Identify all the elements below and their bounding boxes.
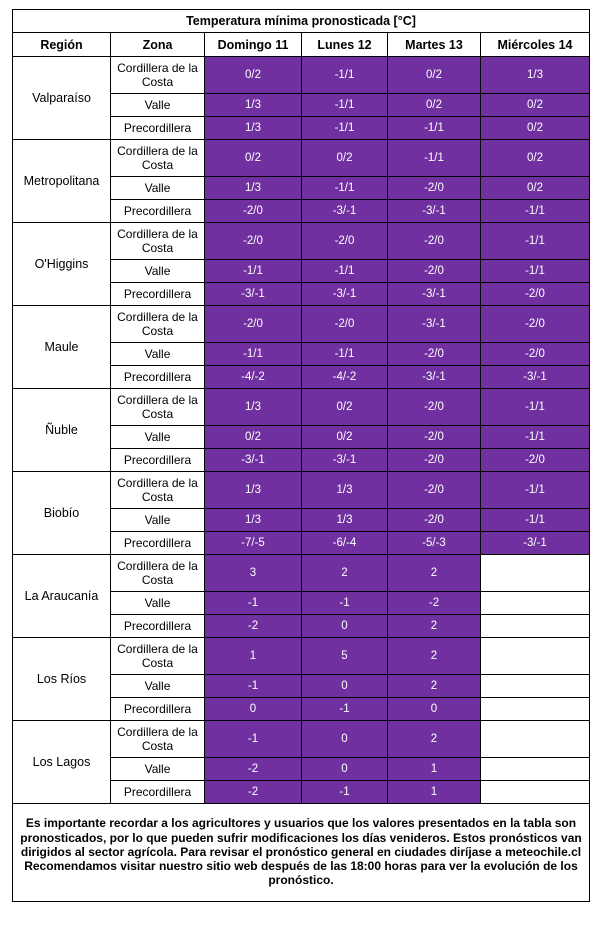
temperature-value: 0	[205, 698, 302, 721]
temperature-value: -3/-1	[388, 306, 481, 343]
table-row	[13, 57, 590, 94]
temperature-value: 3	[205, 555, 302, 592]
region-name: Valparaíso	[13, 57, 111, 140]
temperature-value: 0/2	[481, 117, 590, 140]
temperature-value: -2/0	[388, 223, 481, 260]
temperature-value: -1/1	[302, 117, 388, 140]
temperature-value: 2	[302, 555, 388, 592]
temperature-value: -2/0	[302, 306, 388, 343]
temperature-value	[481, 592, 590, 615]
temperature-value	[481, 781, 590, 804]
zone-name: Precordillera	[111, 200, 205, 223]
zone-name: Cordillera de la Costa	[111, 721, 205, 758]
temperature-value: 0/2	[481, 177, 590, 200]
temperature-value: -1	[205, 721, 302, 758]
zone-name: Cordillera de la Costa	[111, 140, 205, 177]
temperature-value: 0/2	[205, 426, 302, 449]
table-row	[13, 140, 590, 177]
temperature-value: -2	[205, 615, 302, 638]
temperature-value: -3/-1	[302, 200, 388, 223]
zone-name: Cordillera de la Costa	[111, 472, 205, 509]
table-row	[13, 472, 590, 509]
temperature-value: 0/2	[302, 140, 388, 177]
zone-name: Precordillera	[111, 449, 205, 472]
temperature-value	[481, 555, 590, 592]
temperature-value: 0/2	[302, 389, 388, 426]
region-name: Metropolitana	[13, 140, 111, 223]
temperature-value: -7/-5	[205, 532, 302, 555]
temperature-value: 0/2	[205, 57, 302, 94]
temperature-value: 1	[205, 638, 302, 675]
temperature-value: 1/3	[481, 57, 590, 94]
table-row	[13, 721, 590, 758]
temperature-value: 1/3	[205, 509, 302, 532]
region-name: Biobío	[13, 472, 111, 555]
zone-name: Valle	[111, 94, 205, 117]
zone-name: Cordillera de la Costa	[111, 57, 205, 94]
forecast-table-container	[12, 9, 590, 902]
temperature-value: 0	[302, 615, 388, 638]
zone-name: Valle	[111, 260, 205, 283]
temperature-value: -2/0	[388, 389, 481, 426]
zone-name: Valle	[111, 675, 205, 698]
temperature-value: -2	[205, 781, 302, 804]
zone-name: Precordillera	[111, 366, 205, 389]
footer-note-recommendation: Recomendamos visitar nuestro sitio web después de las 18:00 horas para ver la evolución de los pronóstico.	[24, 859, 578, 888]
temperature-value: -1	[302, 781, 388, 804]
zone-name: Cordillera de la Costa	[111, 223, 205, 260]
temperature-value: -2/0	[481, 343, 590, 366]
temperature-value: 1/3	[302, 509, 388, 532]
temperature-value: -3/-1	[302, 283, 388, 306]
zone-name: Cordillera de la Costa	[111, 555, 205, 592]
zone-name: Precordillera	[111, 532, 205, 555]
temperature-value: -1/1	[302, 177, 388, 200]
header-day-1: Domingo 11	[205, 33, 302, 57]
temperature-value: -2/0	[388, 509, 481, 532]
table-title: Temperatura mínima pronosticada [°C]	[13, 10, 590, 33]
table-row	[13, 555, 590, 592]
header-day-2: Lunes 12	[302, 33, 388, 57]
zone-name: Valle	[111, 343, 205, 366]
zone-name: Valle	[111, 509, 205, 532]
temperature-value	[481, 638, 590, 675]
temperature-value: 0/2	[205, 140, 302, 177]
temperature-value: 2	[388, 615, 481, 638]
zone-name: Valle	[111, 177, 205, 200]
temperature-value: -3/-1	[481, 366, 590, 389]
temperature-value: -1/1	[302, 94, 388, 117]
temperature-value: 0/2	[302, 426, 388, 449]
region-name: Ñuble	[13, 389, 111, 472]
region-name: Los Lagos	[13, 721, 111, 804]
footer-note-text: Es importante recordar a los agricultores y usuarios que los valores presentados en la tabla son pronosticados, por lo que pueden sufrir modificaciones los días venideros. Estos pronósticos van dirigidos al sector agrícola. Para revisar el pronóstico general en ciudades diríjase a meteochile.cl	[20, 816, 582, 859]
temperature-value: -2	[388, 592, 481, 615]
table-row	[13, 306, 590, 343]
temperature-value: -1/1	[302, 57, 388, 94]
temperature-value: -1	[205, 675, 302, 698]
temperature-value: -2/0	[302, 223, 388, 260]
header-region: Región	[13, 33, 111, 57]
temperature-value	[481, 675, 590, 698]
temperature-value: 0	[388, 698, 481, 721]
temperature-value: 1/3	[205, 117, 302, 140]
temperature-value: -2/0	[388, 177, 481, 200]
temperature-value: -1/1	[481, 223, 590, 260]
zone-name: Cordillera de la Costa	[111, 306, 205, 343]
table-row	[13, 223, 590, 260]
temperature-value: 2	[388, 555, 481, 592]
zone-name: Precordillera	[111, 698, 205, 721]
zone-name: Precordillera	[111, 117, 205, 140]
table-row	[13, 638, 590, 675]
temperature-value: -2/0	[388, 449, 481, 472]
temperature-value: -2/0	[481, 283, 590, 306]
zone-name: Precordillera	[111, 615, 205, 638]
temperature-value: 0/2	[481, 140, 590, 177]
temperature-value: -2/0	[388, 472, 481, 509]
temperature-value: 1/3	[205, 472, 302, 509]
temperature-value: -3/-1	[481, 532, 590, 555]
temperature-value: 2	[388, 675, 481, 698]
zone-name: Cordillera de la Costa	[111, 638, 205, 675]
temperature-value: -5/-3	[388, 532, 481, 555]
table-row	[13, 389, 590, 426]
region-name: Maule	[13, 306, 111, 389]
footer-note	[13, 804, 590, 902]
zone-name: Valle	[111, 426, 205, 449]
temperature-value: -1/1	[205, 260, 302, 283]
temperature-value: -2/0	[388, 343, 481, 366]
temperature-value: -2/0	[388, 426, 481, 449]
temperature-value: -2/0	[388, 260, 481, 283]
temperature-value: -2	[205, 758, 302, 781]
temperature-value: 0/2	[388, 57, 481, 94]
temperature-value: -2/0	[481, 449, 590, 472]
temperature-value: 1/3	[205, 177, 302, 200]
header-day-4: Miércoles 14	[481, 33, 590, 57]
temperature-value: -1/1	[481, 426, 590, 449]
temperature-value: -1/1	[481, 389, 590, 426]
temperature-value: -1/1	[302, 343, 388, 366]
temperature-value: -1	[302, 698, 388, 721]
temperature-value: -2/0	[205, 200, 302, 223]
temperature-value: -3/-1	[388, 366, 481, 389]
temperature-value: 0	[302, 675, 388, 698]
temperature-value	[481, 758, 590, 781]
temperature-value: 0	[302, 721, 388, 758]
temperature-value: -1/1	[481, 260, 590, 283]
temperature-value: -3/-1	[205, 449, 302, 472]
temperature-value: 1/3	[205, 389, 302, 426]
temperature-value: 1/3	[205, 94, 302, 117]
temperature-value: -3/-1	[302, 449, 388, 472]
zone-name: Cordillera de la Costa	[111, 389, 205, 426]
temperature-value: -1/1	[481, 509, 590, 532]
temperature-value: -3/-1	[205, 283, 302, 306]
temperature-value	[481, 615, 590, 638]
temperature-value: 2	[388, 638, 481, 675]
temperature-value: -1/1	[302, 260, 388, 283]
temperature-value: -2/0	[205, 306, 302, 343]
region-name: Los Ríos	[13, 638, 111, 721]
temperature-value: -6/-4	[302, 532, 388, 555]
temperature-value: -1/1	[388, 140, 481, 177]
temperature-value: -3/-1	[388, 200, 481, 223]
temperature-value: -2/0	[481, 306, 590, 343]
zone-name: Precordillera	[111, 283, 205, 306]
temperature-value	[481, 721, 590, 758]
temperature-value: 5	[302, 638, 388, 675]
table-body	[13, 57, 590, 804]
region-name: O'Higgins	[13, 223, 111, 306]
zone-name: Valle	[111, 592, 205, 615]
temperature-value: -2/0	[205, 223, 302, 260]
zone-name: Precordillera	[111, 781, 205, 804]
temperature-value: 1	[388, 758, 481, 781]
temperature-value: -1/1	[205, 343, 302, 366]
temperature-value: 0/2	[481, 94, 590, 117]
zone-name: Valle	[111, 758, 205, 781]
temperature-value: -4/-2	[302, 366, 388, 389]
temperature-value: -4/-2	[205, 366, 302, 389]
temperature-value: 0/2	[388, 94, 481, 117]
min-temperature-forecast-table	[12, 9, 590, 902]
temperature-value: -3/-1	[388, 283, 481, 306]
temperature-value: -1/1	[481, 472, 590, 509]
temperature-value: -1/1	[481, 200, 590, 223]
header-day-3: Martes 13	[388, 33, 481, 57]
temperature-value: -1	[205, 592, 302, 615]
temperature-value: 2	[388, 721, 481, 758]
temperature-value: 0	[302, 758, 388, 781]
temperature-value: 1/3	[302, 472, 388, 509]
region-name: La Araucanía	[13, 555, 111, 638]
temperature-value: 1	[388, 781, 481, 804]
temperature-value: -1	[302, 592, 388, 615]
header-zone: Zona	[111, 33, 205, 57]
temperature-value: -1/1	[388, 117, 481, 140]
temperature-value	[481, 698, 590, 721]
